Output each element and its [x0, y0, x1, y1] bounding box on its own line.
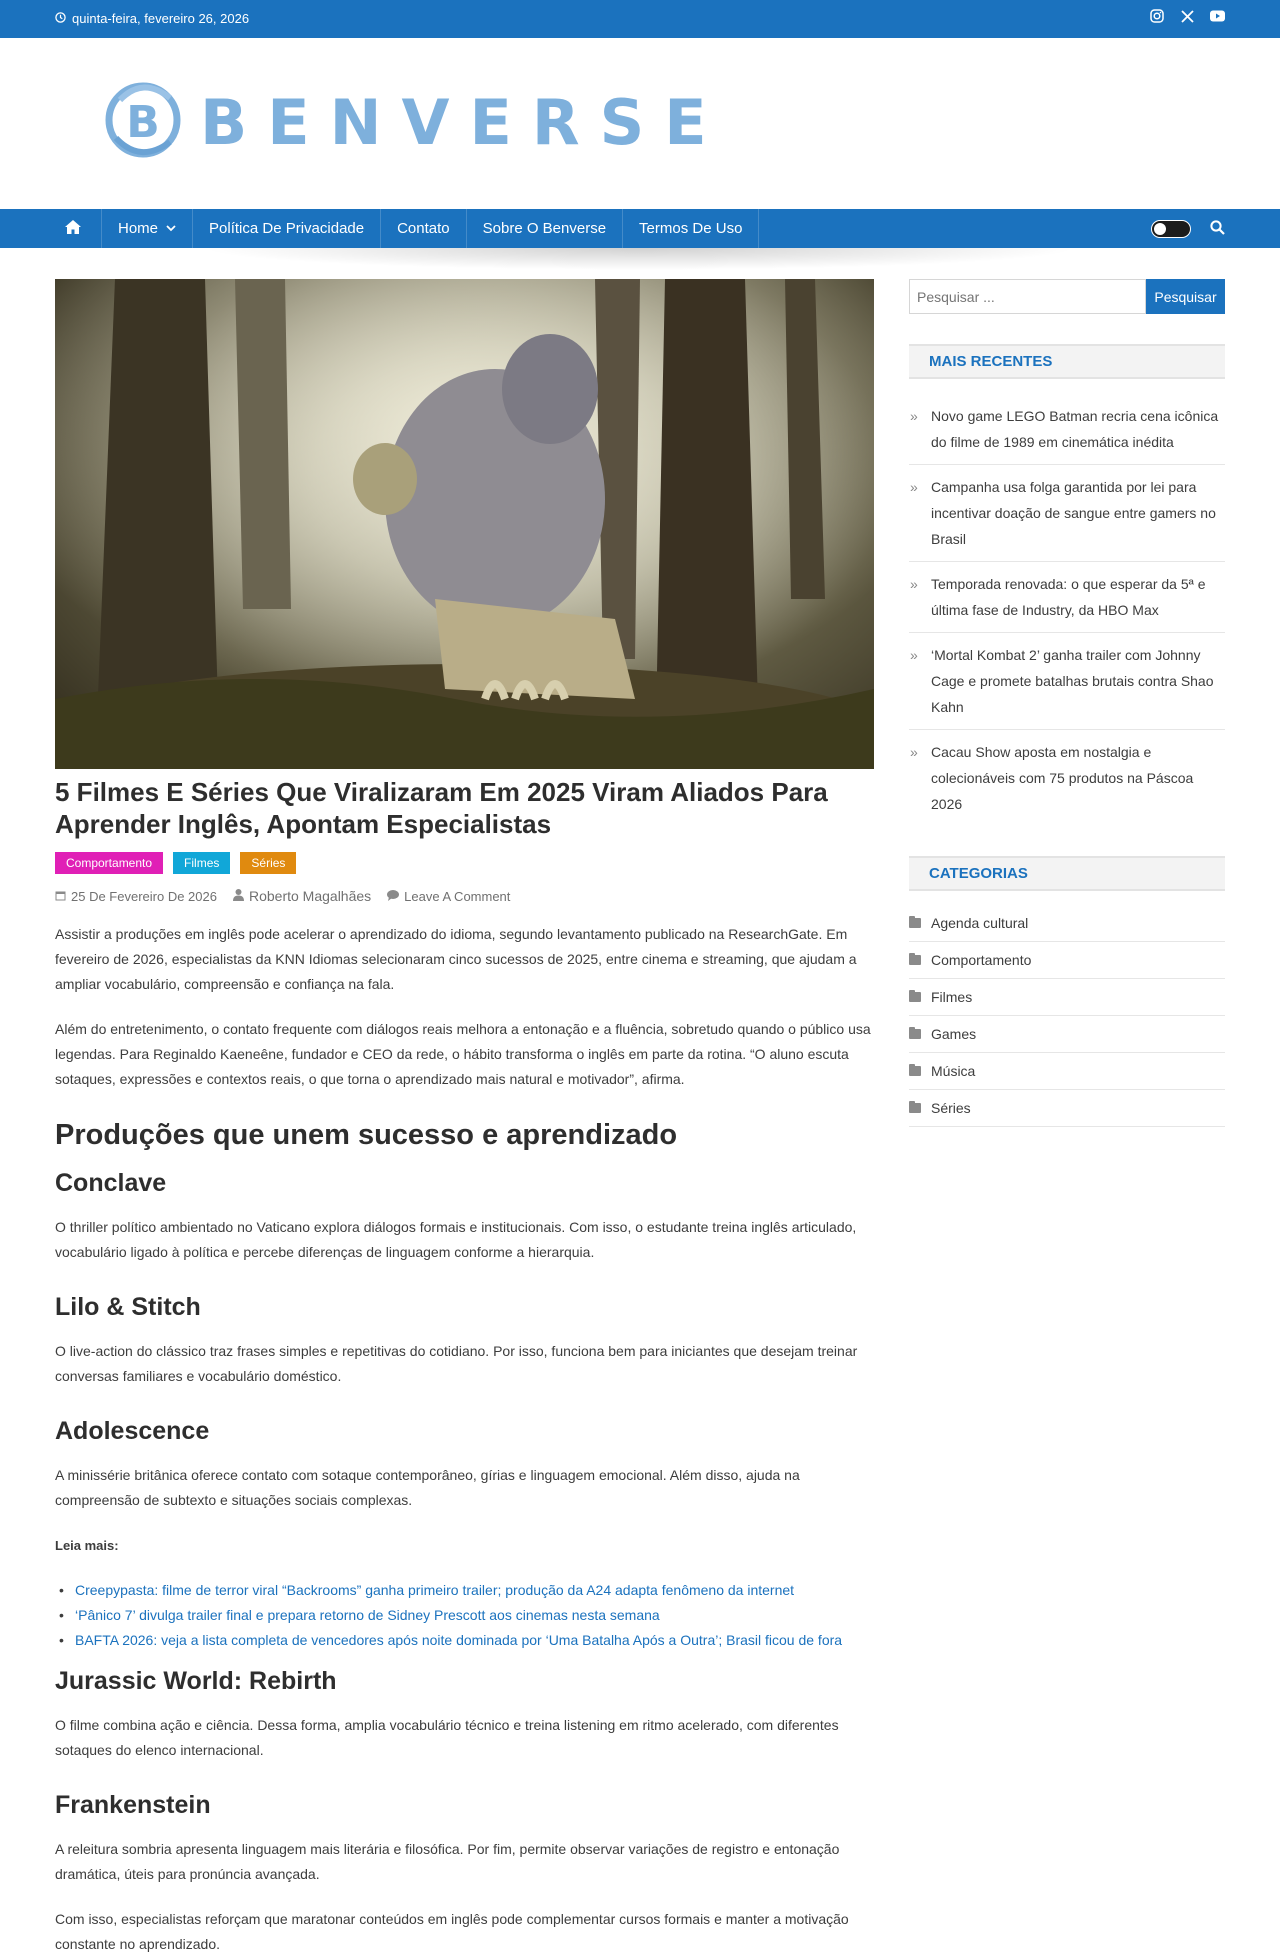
paragraph-frankenstein: A releitura sombria apresenta linguagem mais literária e filosófica. Por fim, permite observar variações de registro e entonação dramática, úteis para pronúncia avançada.: [55, 1841, 840, 1882]
category-label: Filmes: [931, 989, 973, 1005]
double-chevron-icon: »: [910, 479, 918, 495]
category-label: Música: [931, 1063, 976, 1079]
recent-post-title: Campanha usa folga garantida por lei para incentivar doação de sangue entre gamers no Brasil: [931, 479, 1216, 547]
search-icon[interactable]: [1210, 220, 1226, 236]
recent-post-title: ‘Mortal Kombat 2’ ganha trailer com Johnny Cage e promete batalhas brutais contra Shao Kahn: [931, 647, 1214, 715]
paragraph-intro: Assistir a produções em inglês pode acelerar o aprendizado do idioma, segundo levantamento publicado na ResearchGate. Em fevereiro de 2026, especialistas da KNN Idiomas selecionaram cinco sucessos de 2025, entre cinema e streaming, que ajudam a ampliar vocabulário, compreensão e confiança na fala.: [55, 926, 857, 992]
post-author[interactable]: [233, 888, 371, 904]
folder-icon: [909, 918, 921, 928]
subheading-jurassic-world: Jurassic World: Rebirth: [55, 1667, 337, 1695]
subheading-frankenstein: Frankenstein: [55, 1791, 211, 1819]
recent-post-item[interactable]: [909, 633, 1225, 730]
top-bar: [0, 0, 1280, 38]
paragraph-lilo-stitch: O live-action do clássico traz frases simples e repetitivas do cotidiano. Por isso, funciona bem para iniciantes que desejam treinar conversas familiares e vocabulário doméstico.: [55, 1343, 858, 1384]
folder-icon: [909, 992, 921, 1002]
folder-icon: [909, 1103, 921, 1113]
category-label: Games: [931, 1026, 977, 1042]
category-badge-comportamento[interactable]: Comportamento: [55, 852, 163, 874]
recent-post-title: Novo game LEGO Batman recria cena icônica do filme de 1989 em cinemática inédita: [931, 408, 1219, 450]
nav-label-home: Home: [118, 220, 159, 237]
category-label: Comportamento: [931, 952, 1032, 968]
subheading-adolescence: Adolescence: [55, 1417, 210, 1445]
sidebar-search: [909, 279, 1225, 314]
comment-icon: [387, 889, 399, 904]
read-more-link[interactable]: • BAFTA 2026: veja a lista completa de vencedores após noite dominada por ‘Uma Batalha Após a Outra’; Brasil ficou de fora: [55, 1628, 874, 1653]
paragraph-conclave: O thriller político ambientado no Vaticano explora diálogos formais e institucionais. Com isso, o estudante treina inglês articulado, vocabulário ligado à política e percebe diferenças de linguagem conforme a hierarquia.: [55, 1219, 857, 1260]
paragraph-closing: Com isso, especialistas reforçam que maratonar conteúdos em inglês pode complementar cursos formais e manter a motivação constante no aprendizado.: [55, 1911, 849, 1952]
svg-text:B: B: [126, 97, 160, 148]
recent-post-item[interactable]: [909, 394, 1225, 465]
nav-shadow: [200, 248, 1080, 270]
nav-item-home[interactable]: [102, 209, 193, 248]
recent-posts-title: MAIS RECENTES: [909, 344, 1225, 379]
search-input[interactable]: [909, 279, 1146, 314]
recent-post-title: Cacau Show aposta em nostalgia e colecionáveis com 75 produtos na Páscoa 2026: [931, 744, 1194, 812]
category-badge-series[interactable]: Séries: [240, 852, 296, 874]
post-categories: [55, 852, 296, 874]
youtube-icon[interactable]: [1209, 8, 1225, 24]
category-label: Agenda cultural: [931, 915, 1029, 931]
search-button[interactable]: Pesquisar: [1146, 279, 1225, 314]
top-date: [55, 11, 249, 26]
folder-icon: [909, 955, 921, 965]
post-comment-text: Leave A Comment: [404, 888, 511, 904]
category-badge-filmes[interactable]: Filmes: [173, 852, 230, 874]
x-icon[interactable]: [1179, 8, 1195, 24]
sidebar: [909, 279, 1225, 1127]
nav-item-terms[interactable]: Termos De Uso: [623, 209, 759, 248]
logo-wordmark: BENVERSE: [200, 85, 727, 159]
read-more-label: Leia mais:: [55, 1538, 119, 1553]
dark-mode-toggle[interactable]: [1151, 220, 1191, 238]
main-navigation: [0, 209, 1280, 248]
chevron-down-icon: [166, 225, 176, 232]
post-date-text: 25 De Fevereiro De 2026: [71, 888, 217, 904]
nav-item-privacy[interactable]: Política De Privacidade: [193, 209, 381, 248]
paragraph-adolescence: A minissérie britânica oferece contato com sotaque contemporâneo, gírias e linguagem emocional. Além disso, ajuda na compreensão de subtexto e situações sociais complexas.: [55, 1467, 800, 1508]
category-item[interactable]: [909, 905, 1225, 942]
recent-post-item[interactable]: [909, 465, 1225, 562]
category-item[interactable]: [909, 979, 1225, 1016]
paragraph-context: Além do entretenimento, o contato frequente com diálogos reais melhora a entonação e a fluência, sobretudo quando o público usa legendas. Para Reginaldo Kaeneêne, fundador e CEO da rede, o hábito transforma o inglês em parte da rotina. “O aluno escuta sotaques, expressões e contextos reais, o que torna o aprendizado mais natural e motivador”, afirma.: [55, 1021, 871, 1087]
read-more-link[interactable]: • Creepypasta: filme de terror viral “Backrooms” ganha primeiro trailer; produção da A24 adapta fenômeno da internet: [55, 1578, 874, 1603]
featured-image-illustration: [55, 279, 874, 769]
recent-post-item[interactable]: [909, 730, 1225, 826]
category-item[interactable]: [909, 1090, 1225, 1127]
category-item[interactable]: [909, 1016, 1225, 1053]
instagram-icon[interactable]: [1149, 8, 1165, 24]
post-meta: [55, 888, 510, 904]
double-chevron-icon: »: [910, 576, 918, 592]
clock-icon: [55, 11, 66, 26]
calendar-icon: [55, 889, 66, 904]
post-author-name: Roberto Magalhães: [248, 888, 372, 904]
site-logo[interactable]: [100, 80, 727, 165]
nav-item-contact[interactable]: Contato: [381, 209, 467, 248]
double-chevron-icon: »: [910, 408, 918, 424]
folder-icon: [909, 1029, 921, 1039]
featured-image: [55, 279, 874, 769]
recent-post-item[interactable]: [909, 562, 1225, 633]
folder-icon: [909, 1066, 921, 1076]
category-label: Séries: [931, 1100, 971, 1116]
subheading-conclave: Conclave: [55, 1169, 167, 1197]
logo-emblem-icon: [100, 80, 186, 165]
subheading-lilo-stitch: Lilo & Stitch: [55, 1293, 201, 1321]
article-body: [55, 922, 874, 1957]
read-more-list: [55, 1578, 874, 1653]
category-item[interactable]: [909, 1053, 1225, 1090]
user-icon: [233, 889, 244, 904]
recent-post-title: Temporada renovada: o que esperar da 5ª e última fase de Industry, da HBO Max: [931, 576, 1206, 618]
sun-icon: [1154, 223, 1166, 235]
post-comment-link[interactable]: [387, 889, 510, 904]
double-chevron-icon: »: [910, 744, 918, 760]
section-heading: Produções que unem sucesso e aprendizado: [55, 1119, 678, 1151]
current-date: quinta-feira, fevereiro 26, 2026: [72, 11, 250, 26]
recent-posts-list: [909, 394, 1225, 826]
paragraph-jurassic-world: O filme combina ação e ciência. Dessa forma, amplia vocabulário técnico e treina listening em ritmo acelerado, com diferentes sotaques do elenco internacional.: [55, 1717, 839, 1758]
double-chevron-icon: »: [910, 647, 918, 663]
nav-item-about[interactable]: Sobre O Benverse: [467, 209, 623, 248]
social-links: [1149, 8, 1225, 24]
read-more-link[interactable]: • ‘Pânico 7’ divulga trailer final e prepara retorno de Sidney Prescott aos cinemas nesta semana: [55, 1603, 874, 1628]
home-icon: [65, 220, 81, 238]
categories-list: [909, 905, 1225, 1127]
post-date[interactable]: [55, 889, 217, 904]
nav-home-button[interactable]: [55, 209, 102, 248]
post-title: 5 Filmes E Séries Que Viralizaram Em 2025 Viram Aliados Para Aprender Inglês, Apontam Especialistas: [55, 777, 828, 839]
categories-title: CATEGORIAS: [909, 856, 1225, 891]
category-item[interactable]: [909, 942, 1225, 979]
